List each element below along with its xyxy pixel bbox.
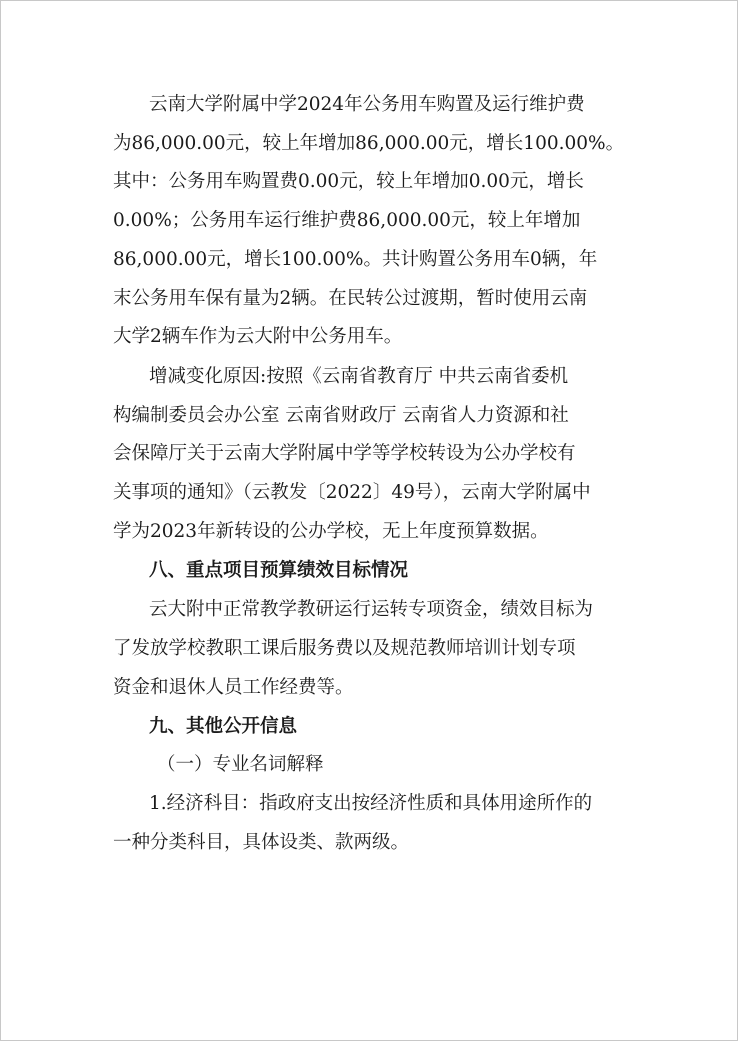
section-heading: 八、重点项目预算绩效目标情况 (149, 560, 409, 581)
paragraph-line: 0.00%；公务用车运行维护费86,000.00元，较上年增加 (113, 210, 581, 231)
paragraph-line: 增减变化原因:按照《云南省教育厅 中共云南省委机 (149, 366, 569, 387)
subsection-heading: （一）专业名词解释 (157, 754, 324, 775)
paragraph-line: 会保障厅关于云南大学附属中学等学校转设为公办学校有 (113, 443, 576, 464)
paragraph-line: 86,000.00元，增长100.00%。共计购置公务用车0辆，年 (113, 249, 598, 270)
paragraph-line: 资金和退休人员工作经费等。 (113, 677, 354, 698)
paragraph-line: 了发放学校教职工课后服务费以及规范教师培训计划专项 (113, 638, 576, 659)
paragraph-line: 云南大学附属中学2024年公务用车购置及运行维护费 (149, 94, 585, 115)
section-heading: 九、其他公开信息 (149, 716, 298, 737)
paragraph-line: 其中：公务用车购置费0.00元，较上年增加0.00元，增长 (113, 171, 584, 192)
paragraph-line: 末公务用车保有量为2辆。在民转公过渡期，暂时使用云南 (113, 288, 588, 309)
paragraph-line: 学为2023年新转设的公办学校，无上年度预算数据。 (113, 521, 549, 542)
paragraph-line: 云大附中正常教学教研运行运转专项资金，绩效目标为 (149, 599, 594, 620)
paragraph-line: 关事项的通知》（云教发〔2022〕49号），云南大学附属中 (113, 482, 591, 503)
paragraph-line: 1.经济科目：指政府支出按经济性质和具体用途所作的 (149, 793, 593, 814)
paragraph-line: 为86,000.00元，较上年增加86,000.00元，增长100.00%。 (113, 133, 625, 154)
paragraph-line: 大学2辆车作为云大附中公务用车。 (113, 326, 403, 347)
paragraph-line: 构编制委员会办公室 云南省财政厅 云南省人力资源和社 (113, 405, 569, 426)
paragraph-line: 一种分类科目，具体设类、款两级。 (113, 832, 410, 853)
